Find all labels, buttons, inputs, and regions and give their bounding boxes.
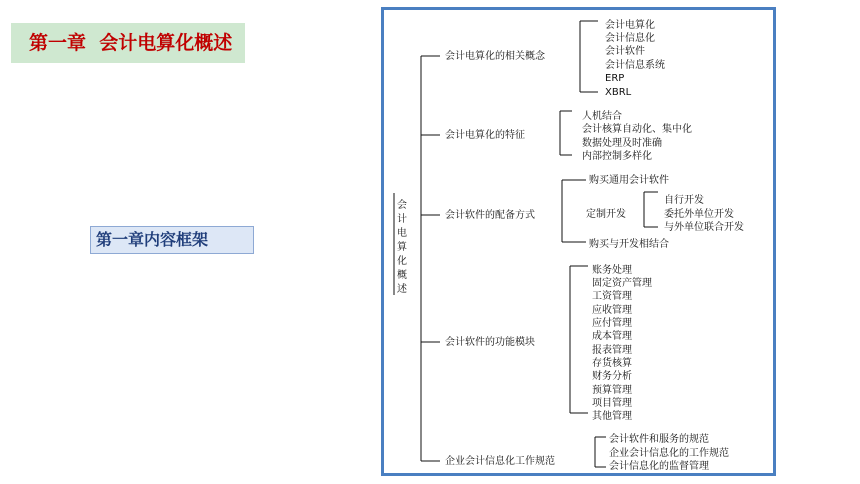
bracket-custom-dev bbox=[644, 192, 658, 227]
concept-item: ERP bbox=[605, 73, 625, 84]
root-char: 算 bbox=[397, 242, 407, 253]
concept-item: 会计信息系统 bbox=[605, 60, 665, 71]
custom-dev-item: 与外单位联合开发 bbox=[664, 222, 744, 233]
root-char: 化 bbox=[397, 256, 407, 267]
feature-item: 人机结合 bbox=[582, 111, 622, 122]
module-item: 应收管理 bbox=[592, 305, 632, 316]
module-item: 固定资产管理 bbox=[592, 278, 652, 289]
concept-item: XBRL bbox=[605, 87, 632, 98]
concept-item: 会计信息化 bbox=[605, 33, 655, 44]
module-item: 成本管理 bbox=[592, 331, 632, 342]
custom-dev-item: 自行开发 bbox=[664, 195, 704, 206]
branch-label-modules: 会计软件的功能模块 bbox=[445, 337, 535, 348]
bracket-concepts bbox=[580, 21, 598, 92]
feature-item: 会计核算自动化、集中化 bbox=[582, 124, 692, 135]
concept-item: 会计电算化 bbox=[605, 20, 655, 31]
diagram-frame bbox=[381, 7, 776, 476]
feature-item: 数据处理及时准确 bbox=[582, 138, 662, 149]
module-item: 账务处理 bbox=[592, 265, 632, 276]
provision-item: 购买通用会计软件 bbox=[589, 175, 669, 186]
module-item: 项目管理 bbox=[592, 398, 632, 409]
bracket-provision bbox=[562, 180, 586, 242]
standard-item: 会计信息化的监督管理 bbox=[609, 461, 709, 472]
root-char: 概 bbox=[397, 270, 407, 281]
chapter-title: 第一章 会计电算化概述 bbox=[11, 23, 245, 63]
branch-label-provision: 会计软件的配备方式 bbox=[445, 210, 535, 221]
standard-item: 会计软件和服务的规范 bbox=[609, 434, 709, 445]
framework-label: 第一章内容框架 bbox=[90, 226, 254, 254]
branch-label-features: 会计电算化的特征 bbox=[445, 130, 525, 141]
root-char: 电 bbox=[397, 228, 407, 239]
module-item: 预算管理 bbox=[592, 385, 632, 396]
branch-label-standards: 企业会计信息化工作规范 bbox=[445, 456, 555, 467]
standard-item: 企业会计信息化的工作规范 bbox=[609, 448, 729, 459]
bracket-modules bbox=[570, 266, 588, 413]
root-char: 计 bbox=[397, 214, 407, 225]
custom-dev-item: 委托外单位开发 bbox=[664, 209, 734, 220]
concept-item: 会计软件 bbox=[605, 46, 645, 57]
module-item: 其他管理 bbox=[592, 411, 632, 422]
module-item: 报表管理 bbox=[592, 345, 632, 356]
branch-label-concepts: 会计电算化的相关概念 bbox=[445, 51, 545, 62]
root-char: 会 bbox=[397, 200, 407, 211]
root-label bbox=[397, 198, 407, 295]
bracket-features bbox=[560, 111, 572, 155]
module-item: 财务分析 bbox=[592, 371, 632, 382]
provision-item: 购买与开发相结合 bbox=[589, 239, 669, 250]
root-char: 述 bbox=[397, 284, 407, 295]
provision-item: 定制开发 bbox=[586, 209, 626, 220]
concept-diagram bbox=[384, 10, 773, 473]
feature-item: 内部控制多样化 bbox=[582, 151, 652, 162]
bracket-standards bbox=[595, 437, 606, 467]
main-spine bbox=[421, 56, 440, 461]
module-item: 应付管理 bbox=[592, 318, 632, 329]
module-item: 工资管理 bbox=[592, 291, 632, 302]
module-item: 存货核算 bbox=[592, 358, 632, 369]
